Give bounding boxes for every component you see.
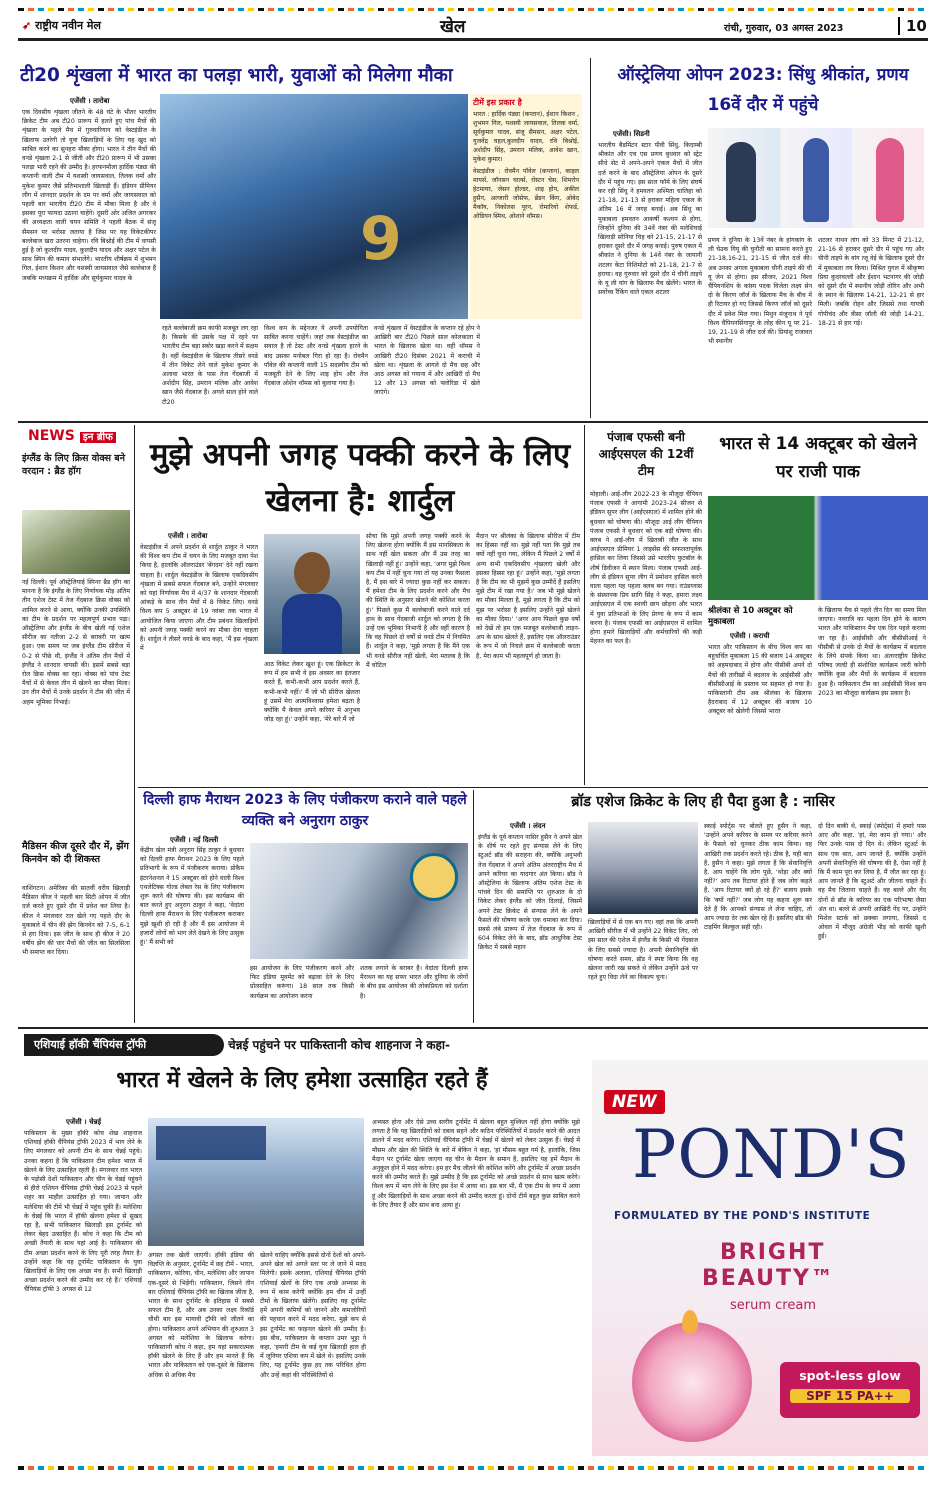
ad-drop-graphic bbox=[682, 1310, 698, 1334]
pak-body-col1: भारत और पाकिस्तान के बीच विश्व कप का बहुचर्चित मुकाबला 15 की बजाय 14 अक्टूबर को अहमदाबाद में होगा और पीसीबी अपने दो मैचों की तारीखों में बदलाव के आईसीसी और बीसीसीआई के प्रस्ताव पर सहमत हो गया है। पाकिस्तानी टीम अब श्रीलंका के खिलाफ हैदराबाद में 12 अक्टूबर की बजाय 10 अक्टूबर को खेलेगी जिससे भारत bbox=[708, 644, 812, 716]
brief-headline-keys: मैडिसन कीज दूसरे दौर में, झेंग किनवेन को दी शिकस्त bbox=[22, 841, 129, 865]
ad-brand-name: POND'S bbox=[632, 1116, 911, 1193]
byline-marathon: एजेंसी । नई दिल्ली bbox=[170, 836, 219, 844]
marathon-body-col1: केंद्रीय खेल मंत्री अनुराग सिंह ठाकुर ने बुधवार को दिल्ली हाफ मैराथन 2023 के लिए पहले प्रतिभागी के रूप में पंजीकरण कराया। प्रोकैम इंटरनेशनल ने 15 अक्टूबर को होने वाली विश्व एथलेटिक्स गोल्ड लेबल रेस के लिए पंजीकरण शुरू करने की घोषणा की। इस कार्यक्रम की बात करते हुए अनुराग ठाकुर ने कहा, 'वेदांता दिल्ली हाफ मैराथन के लिए पंजीकरण कराकर मुझे खुशी हो रही है और मैं इस आयोजन में हजारों लोगों को भाग लेते देखने के लिए उत्सुक हूं।' मैं सभी को bbox=[140, 847, 244, 947]
brief-body-keys: वाशिंगटन। अमेरिका की सातवीं वरीय खिलाड़ी मैडिसन कीज ने पहली बार सिटी ओपन में जीत दर्ज करते हुए दूसरे दौर में प्रवेश कर लिया है। कीज ने मंगलवार रात खेले गए पहले दौर के मुकाबले में चीन की झेंग किनवेन को 7-5, 6-1 से हरा दिया। इस जीत के साथ ही कीज ने 20 वर्षीय झेंग की चार मैचों की जीत का सिलसिला भी समाप्त कर दिया। bbox=[22, 885, 130, 957]
punjab-fc-body: मोहाली। आई-लीग 2022-23 के मौजूदा चैंपियन पंजाब एफसी ने आगामी 2023-24 सीजन से इंडियन सुपर लीग (आईएसएल) में शामिल होने की बुधवार को घोषणा की। मौजूदा आई लीग चैंपियन पंजाब एफसी ने बुधवार को एक बड़ी घोषणा की। क्लब ने आई-लीग में खिताबी जीत के साथ आईएसएल प्रीमियर 1 लाइसेंस की सफलतापूर्वक हासिल कर लिया जिससे उसे भारतीय फुटबॉल के शीर्ष डिवीजन में स्थान मिला। पंजाब एफसी आई-लीग से इंडियन सुपर लीग में प्रमोशन हासिल करने वाला पहला यह पहला क्लब बन गया। राउंडग्लास के संस्थापक प्रिय सागि सिंह ने कहा, हमारा लक्ष्य आईएसएल में एक स्थायी छाप छोड़ना और भारत में युवा प्रतिभाओं के लिए प्रेरणा के रूप में काम करना है। पंजाब एफसी का आईएसएल में शामिल होना हमारे खिलाड़ियों और कर्मचारियों की कड़ी मेहनत का फल है। bbox=[590, 491, 702, 646]
broad-body-col1: इंग्लैंड के पूर्व कप्तान नासिर हुसैन ने अपने खेल के शीर्ष पर रहते हुए संन्यास लेने के लिए स्टुअर्ट ब्रॉड की सराहना की, क्योंकि अनुभवी तेज गेंदबाज ने अपने अंतिम अंतरराष्ट्रीय मैच में अपने करियर का यादगार अंत किया। ब्रॉड ने ऑस्ट्रेलिया के खिलाफ अंतिम एशेज टेस्ट के पांचवे दिन की समाप्ति पर शुरुआत के दो विकेट लेकर इंग्लैंड को जीत दिलाई, जिसमें अपने टेस्ट क्रिकेट से संन्यास लेने के अपने फैसले की घोषणा करके एक धमाका कर दिया। सबसे लंबे प्रारूप में तेज गेंदबाज के रूप में 604 विकेट लेने के बाद, ब्रॉड आधुनिक टेस्ट क्रिकेट में सबसे महान bbox=[478, 834, 582, 952]
page-number: 10 bbox=[898, 17, 927, 35]
shardul-body-col2: आठ विकेट लेकर खुश हूं। एक क्रिकेटर के रूप में हम सभी ये इस अवसर का इंतजार करते हैं, कभी-कभी आप प्रदर्शन करते हैं, कभी-कभी नहीं।' मैं जो भी सीरीज खेलता हूं उसमें मेरा आत्मविश्वास हमेशा बढ़ता है क्योंकि मैं केवल अपने करियर में अनुभव जोड़ रहा हूं।' उन्होंने कहा, 'मेरे बारे मैं जो bbox=[264, 661, 360, 724]
photo-banner-logo bbox=[410, 853, 458, 901]
headline-australia-open: ऑस्ट्रेलिया ओपन 2023: सिंधु श्रीकांत, प्रणय 16वें दौर में पहुंचे bbox=[617, 65, 909, 115]
photo-india-batters bbox=[160, 94, 468, 319]
hockey-body-col1: पाकिस्तान के मुख्य हॉकी कोच शेख शाहनाज एशियाई हॉकी चैंपियंस ट्रॉफी 2023 में भाग लेने के लिए मंगलवार को अपनी टीम के साथ चेन्नई पहुंचे। उनका कहना है कि पाकिस्तान टीम हमेशा भारत में खेलने के लिए उत्साहित रहती है। मंगलवार रात भारत के पड़ोसी देशों पाकिस्तान और चीन के चेन्नई पहुंचने से हीरो एशियन चैंपियंस ट्रॉफी चेन्नई 2023 से पहले शहर का माहौल उत्साहित हो गया। जापान और मलेशिया की टीमें भी चेन्नई में पहुंच चुकी हैं। मलेशिया के चेन्नई कि भारत में हॉकी खेलना हमेशा से सुखद रहा है, सभी पाकिस्तान खिलाड़ी इस टूर्नामेंट को लेकर बेहद उत्साहित हैं। कोच ने कहा कि टीम को अच्छी तैयारी के साथ यहां आई है। पाकिस्तान की टीम अच्छा प्रदर्शन करने के लिए पूरी तरह तैयार है। उन्होंने कहा कि यह टूर्नामेंट पाकिस्तान के युवा खिलाड़ियों के लिए एक अच्छा मंच है। सभी खिलाड़ी अच्छा प्रदर्शन करने की उम्मीद कर रहे हैं।' एशियाई चैंपियंस ट्रॉफी 3 अगस्त से 12 bbox=[24, 1130, 142, 1294]
teams-india-list: भारत : हार्दिक पंड्या (कप्तान), ईशान किशन , शुभमन गिल, यशस्वी जायसवाल, तिलक वर्मा, सूर्यकुमार यादव, संजू सैमसन, अक्षर पटेल, युजवेंद्र चहल,कुलदीप यादव, रवि बिश्नोई, अर्शदीप सिंह, उमरान मलिक, आवेश खान, मुकेश कुमार। bbox=[473, 111, 579, 163]
masthead-rule bbox=[18, 38, 928, 41]
teams-sidebar bbox=[470, 94, 582, 319]
badminton-body-col3: शटलर नाथन तांग को 33 मिनट में 21-12, 21-16 से हराकर दूसरे दौर में पहुंच गए और चीनी ताइपे के वांग त्जू वेई के खिलाफ दूसरे दौर में मुकाबला तय किया। मिश्रित युगल में श्रीकृष्ण प्रिया कुदरवल्ली और ईशान भटनागर की जोड़ी को दूसरे दौर में स्थानीय जोड़ी तोरिन और अभी के स्थान के खिलाफ 14-21, 12-21 से हार मिली। जबकि रोहन और जिससे तथा गायत्री गोपीचंद और त्रीसा जॉली की जोड़ी 14-21, 18-21 से हार गई। bbox=[818, 237, 924, 327]
hockey-body-col3: खेलने चाहिए क्योंकि इससे दोनों देशों को अपने-अपने खेल को अगले स्तर पर ले जाने में मदद मिलेगी। इसके अलावा, एशियाई चैंपियंस ट्रॉफी एशियाई खेलों के लिए एक अच्छे अभ्यास के रूप में काम करेगी क्योंकि हम चीन में उन्हीं टीमों के खिलाफ खेलेंगे। इसलिए यह टूर्नामेंट हमें अपनी कमियों को जानने और कमजोरियों की पहचान करने में मदद करेगा, मुझे कप से इस टूर्नामेंट का फाइनल खेलने की उम्मीद है। इस बीच, पाकिस्तान के कप्तान उमर भुट्टा ने कहा, 'हमारी टीम के कई युवा खिलाड़ी हाल ही में जूनियर एशिया कप में खेले थे। इसलिए उनके लिए, यह टूर्नामेंट कुछ हद तक परिचित होगा और उन्हें कहां की परिस्थितियों से bbox=[260, 1252, 366, 1379]
section-rule-1 bbox=[18, 421, 928, 423]
ad-claim-spf: SPF 15 PA++ bbox=[790, 1389, 910, 1403]
kicker-coach-quote: चेन्नई पहुंचने पर पाकिस्तानी कोच शाहनाज ने कहा- bbox=[228, 1038, 451, 1052]
column-divider-3 bbox=[473, 790, 474, 1023]
player-figure-1 bbox=[726, 142, 756, 222]
headline-pak-oct14: भारत से 14 अक्टूबर को खेलने पर राजी पाक bbox=[719, 434, 917, 482]
brief-body-woakes: नई दिल्ली। पूर्व ऑस्ट्रेलियाई स्पिनर ब्रैड हॉग का मानना है कि इंग्लैंड के लिए निर्णायक मोड़ अंतिम तीन एशेज टेस्ट में तेज गेंदबाज क्रिस वोक्स को शामिल करने से आया, क्योंकि उनकी उपस्थिति का टीम के प्रदर्शन पर महत्वपूर्ण प्रभाव पड़ा। ऑस्ट्रेलिया और इंग्लैंड के बीच खेली गई एशेज सीरीज का नतीजा 2-2 से बराबरी पर खत्म हुआ। एक समय पर जब इंग्लैंड टीम सीरीज में 0-2 से पीछे थी, इंग्लैंड ने अंतिम तीन मैचों में इंग्लैंड ने शानदार वापसी की। इसमें सबसे बड़ा रोल क्रिस वोक्स का रहा। वोक्स को पांच टेस्ट मैचों में से केवल तीन में खेलने का मौका मिला। उन तीन मैचों में उनके प्रदर्शन ने टीम की जीत में अहम भूमिका निभाई। bbox=[22, 579, 130, 706]
broad-body-col2: खिलाड़ियों में से एक बन गए। वहां तक कि अपनी आखिरी सीरीज में भी उन्होंने 22 विकेट लिए, जो इस साल की एशेज में इंग्लैंड के किसी भी गेंदबाज के लिए सबसे ज्यादा है। अपनी सेवानिवृत्ति की घोषणा करते समय, ब्रॉड ने स्पष्ट किया कि वह खेलना जारी रख सकते थे लेकिन उन्होंने ऊंचे पर रहते हुए विदा लेने का विकल्प चुना। bbox=[588, 919, 698, 982]
headline-t20-series: टी20 शृंखला में भारत का पलड़ा भारी, युवाओं को मिलेगा मौका bbox=[20, 65, 453, 86]
photo-pakistan-hockey bbox=[148, 1118, 364, 1246]
t20-body-col4: वनडे शृंखला में वेस्टइंडीज के कप्तान रहे होप ने आखिरी बार टी20 पिछले साल कोलकाता में भारत के खिलाफ खेला था। वहीं थॉमस ने आखिरी टी20 दिसंबर 2021 में कराची में खेला था। शृंखला के आगले दो मैच छह और आठ अगस्त को गयाना में और आखिरी दो मैच 12 और 13 अगस्त को फ्लोरिडा में खेले जाएंगे। bbox=[374, 325, 480, 397]
ad-claim-banner bbox=[780, 1362, 920, 1418]
section-rule-3 bbox=[18, 1027, 928, 1029]
section-name: खेल bbox=[440, 17, 466, 37]
shardul-body-col4: मैदान पर श्रीलंका के खिलाफ सीरीज में टीम का हिस्सा नहीं था। मुझे नहीं पता कि मुझे तब क्यों नहीं चुना गया, लेकिन मैं पिछले 2 वर्षों में अन्य सभी एकदिवसीय शृंखलाएं खेली और इसका हिस्सा रहा हूं।' उन्होंने कहा, 'मुझे लगता है कि टीम का भी मुझमें कुछ उम्मीदें हैं इसलिए मुझे टीम में रखा गया है।' जब भी मुझे खेलने का मौका मिलता है, मुझे लगता है कि टीम को मुझ पर भरोसा है इसलिए उन्होंने मुझे खेलने का मौका दिया।' 'अगर आप पिछले कुछ वर्षों को देखें तो हम एक मजबूत बल्लेबाजी लाइन-अप के साथ खेलते हैं, इसलिए एक ऑलराउंडर के रूप में जो निचले क्रम में बल्लेबाजी करता है, मेरा काम भी महत्वपूर्ण हो जाता है। bbox=[476, 533, 580, 660]
column-divider-brief bbox=[134, 425, 135, 1023]
headline-delhi-marathon: दिल्ली हाफ मैराथन 2023 के लिए पंजीकरण कराने वाले पहले व्यक्ति बने अनुराग ठाकुर bbox=[143, 792, 467, 829]
photo-chris-woakes bbox=[22, 510, 130, 574]
column-divider bbox=[590, 58, 591, 418]
photo-shardul-thakur bbox=[264, 534, 360, 654]
shardul-body-col1: वेस्टइंडीज में अपने प्रदर्शन से शार्दुल ठाकुर ने भारत की विश्व कप टीम में चयन के लिए मजबूत दावा पेश किया है, हालांकि ऑलराउंडर 'बेंगदम' देने नहीं रखना चाहता है। शार्दुल वेस्टइंडीज के खिलाफ एकदिवसीय शृंखला में सबसे सफल गेंदबाज बने, उन्होंने मंगलवार को यहां निर्णायक मैच में 4/37 के शानदार गेंदबाजी आंकड़े के साथ तीन मैचों में 8 विकेट लिए। वनडे विश्व कप 5 अक्टूबर से 19 नवंबर तक भारत में आयोजित किया जाएगा और टीम प्रबंधन खिलाड़ियों को अपनी जगह पक्की करने का मौका देना चाहता है। शार्दुल ने तीसरे वनडे के बाद कहा, 'मैं इस शृंखला में bbox=[140, 544, 258, 653]
teams-wi-list: वेस्टइंडीज : रोवमैन पॉवेल (कप्तान), काइल मायर्स, जॉनसन चार्ल्स, रोस्टन चेस, शिमरोन हेटमायर, जेसन होल्डर, शाइ होप, अकील हुसैन, अल्जारी जोसेफ, ब्रेंडन किंग, ओबेद मैकॉय, निकोलस पूरन, रोमारियो शेफर्ड, ओडियन स्मिथ, ओशाने थॉमस। bbox=[473, 168, 579, 220]
photo-nasser-hussain bbox=[588, 822, 698, 914]
ad-ponds[interactable] bbox=[592, 1060, 928, 1456]
byline-badminton: एजेंसी। सिडनी bbox=[613, 130, 650, 138]
player-head bbox=[294, 552, 330, 594]
shardul-body-col3: सोचा कि मुझे अपनी जगह पक्की करने के लिए खेलना होगा क्योंकि मैं इस मानसिकता के साथ नहीं खेल सकता और मैं उस तरह का खिलाड़ी नहीं हूं।' उन्होंने कहा, 'अगर मुझे विश्व कप टीम में नहीं चुना गया तो यह उनका फैसला है, मैं इस बारे में ज्यादा कुछ नहीं कर सकता। मैं हमेशा टीम के लिए प्रदर्शन करने और मैच की स्थिति के अनुसार खेलने की कोशिश करता हूं।' पिछले कुछ मैं बल्लेबाजी करने वाले दर्द हाथ के साथ गेंदबाजी शार्दुल को लगता है कि उन्हें एक भूमिका निभानी है और वहीं कारण है कि वह पिछले दो वर्षों से वनडे टीम में नियमित हैं। शार्दुल ने कहा, 'मुझे लगता है कि मैंने एक भी वनडे सीरीज नहीं खेली, मेरा मतलब है कि मैं चोटिल bbox=[366, 533, 470, 669]
byline-broad: एजेंसी । लंदन bbox=[510, 822, 546, 830]
headline-hockey: भारत में खेलने के लिए हमेशा उत्साहित रहते हैं bbox=[116, 1068, 488, 1093]
ad-tagline: FORMULATED BY THE POND'S INSTITUTE bbox=[614, 1210, 871, 1222]
headline-punjab-fc: पंजाब एफसी बनी आईएसएल की 12वीं टीम bbox=[598, 430, 694, 478]
in-brief-label: इन ब्रीफ bbox=[80, 432, 116, 443]
headline-shardul: मुझे अपनी जगह पक्की करने के लिए खेलना है: शार्दुल bbox=[149, 437, 571, 519]
ad-product-line1: BRIGHT bbox=[720, 1240, 826, 1265]
hockey-body-col2: अगस्त तक खेली जाएगी। हॉकी इंडिया की विज्ञप्ति के अनुसार, टूर्नामेंट में छह टीमें - भारत, पाकिस्तान, कोरिया, चीन, मलेशिया और जापान एक-दूसरे से भिड़ेंगी। पाकिस्तान, जिसने तीन बार एशियाई चैंपियंस ट्रॉफी का खिताब जीता है, भारत के साथ टूर्नामेंट के इतिहास में सबसे सफल टीम है, और अब उनका लक्ष्य रिकॉर्ड चौथी बार इस मायावी ट्रॉफी को जीतने का होगा। पाकिस्तान अपने अभियान की शुरुआत 3 अगस्त को मलेशिया के खिलाफ करेगा। पाकिस्तानी कोच ने कहा, हम यहां सकारात्मक हॉकी खेलने के लिए हैं और हम मानते हैं कि भारत और पाकिस्तान को एक-दूसरे के खिलाफ अधिक से अधिक मैच bbox=[148, 1252, 254, 1379]
headline-broad-ashes: ब्रॉड एशेज क्रिकेट के लिए ही पैदा हुआ है : नासिर bbox=[571, 794, 835, 810]
news-label: NEWS bbox=[28, 428, 75, 444]
byline-shardul: एजेंसी । तारोबा bbox=[168, 532, 208, 540]
badminton-body-col2: प्रणय ने दुनिया के 13वें नंबर के हांगकांग के ली चेउक यियू की चुनौती का सामना करते हुए 21-18,16-21, 21-15 से जीत दर्ज की। अब उनका अगला मुकाबला चीनी ताइपे की ची यू जेन से होगा। इस सीजन, 2021 विश्व चैंपियनशिप के कांस्य पदक विजेता लक्ष्य सेन दो के किरण जॉर्ज के खिलाफ मैच के बीच में ही रिटायर हो गए जिससे किरण जॉर्ज को दूसरे दौर में प्रवेश मिल गया। मिथुन मंजूनाथ ने पूर्व विश्व चैंपियनसिंगापुर के लोह कीन यू पर 21-19, 21-19 से जीत दर्ज की। प्रियांशु राजावत भी स्थानीय bbox=[708, 237, 812, 346]
marathon-body-col2: इस आयोजन के लिए पंजीकरण करने और फिट इंडिया मूवमेंट को बढ़ावा देने के लिए प्रोत्साहित करूंगा। 18 साल तक किसी कार्यक्रम का आयोजन करना bbox=[250, 965, 354, 1000]
color-stripe-top bbox=[18, 8, 928, 11]
section-rule-2 bbox=[138, 787, 928, 788]
hockey-body-col4: अभ्यस्त होना और ऐसे उच्च स्तरीय टूर्नामेंट में खेलना बहुत मुश्किल नहीं होगा क्योंकि मुझे लगता है कि यह खिलाड़ियों को दबाव सहने और कठिन परिस्थितियों में प्रदर्शन करने की आदत डालने में मदद करेगा। एशियाई चैंपियंस ट्रॉफी में चेन्नई में खेलने को लेकर उत्सुक हैं। चेन्नई में मौसम और खेल की स्थिति के बारे में बेकिन ने कहा, 'हां मौसम बहुत गर्म है, हालांकि, जिस मैदान पर टूर्नामेंट खेला जाएगा वह चीन के मैदान के समान है, इसलिए यह हमें मैदान के अनुकूल होने में मदद करेगा। हम हर मैच जीतने की कोशिश करेंगे और टूर्नामेंट में अच्छा प्रदर्शन करने की उम्मीद करते हैं। मुझे उम्मीद है कि इस टूर्नामेंट को अच्छे प्रदर्शन से साथ खत्म करेंगे। विश्व कप में भाग लेने के लिए इस देश में आया था। इस बार भी, मैं एक टीम के रूप में आया हूं और खिलाड़ियों के साथ अच्छा करने की उम्मीद करता हूं। दोनों टीमें बहुत कुछ साबित करने के लिए तैयार हैं और साथ बना आया हूं। bbox=[372, 1119, 580, 1209]
ad-product-line2: BEAUTY™ bbox=[702, 1266, 835, 1291]
byline-pak: एजेंसी । कराची bbox=[730, 632, 770, 640]
t20-body-col1: एक दिवसीय शृंखला जीतने के 48 घंटे के भीतर भारतीय क्रिकेट टीम अब टी20 प्रारूप में हलते हुए पांच मैचों की शृंखला के पहले मैच में गुरुवारियान को वेस्टइंडीज के खिलाफ उतरेगी तो युवा खिलाड़ियों के लिए यह खुद को साबित करने का सुनहरा मौका होगा। भारत ने तीन मैचों की वनडे शृंखला 2-1 से जीती और टी20 प्रारूप में भी उसका पलड़ा भारी रहने की उम्मीद है। हरफनमौला हार्दिक पंड्या की कप्तानी वाली टीम में यशस्वी जायसवाल, तिलक वर्मा और मुकेश कुमार जैसे प्रतिभाशाली खिलाड़ी हैं। इंडियन प्रीमियर लीग में शानदार प्रदर्शन के दम पर वर्मा और जायसवाल को पहली बार भारतीय टी20 टीम में मौका मिला है और वे इसका पूरा फायदा उठाना चाहेंगे। दूसरी ओर अजित अगरकर की अध्यक्षता वाली चयन समिति ने पहली बैठक में संजू सैमसन पर भरोसा जताया है जिस पर यह विकेटकीपर बल्लेबाज खरा उतरना चाहेगा। रवि बिश्नोई की टीम में वापसी हुई है जो कुलदीप यादव, कुलदीप यादव और अक्षर पटेल के साथ स्पिन की कमान संभालेंगे। भारतीय शीर्षक्रम में शुभमन गिल, ईशान किशन और यशस्वी जायसवाल जैसे बल्लेबाज हैं जबकि मध्यक्रम में हार्दिक और सूर्यकुमार यादव के bbox=[22, 109, 156, 282]
ad-product-line3: serum cream bbox=[730, 1298, 816, 1313]
player-body bbox=[282, 594, 342, 654]
photo-badminton-players bbox=[708, 128, 924, 228]
ad-flower-graphic bbox=[632, 1322, 752, 1442]
brand-logo: ➶ राष्ट्रीय नवीन मेल bbox=[22, 19, 101, 32]
kicker-hockey-trophy: एशियाई हॉकी चैंपियंस ट्रॉफी bbox=[24, 1034, 224, 1056]
subhead-sri-lanka-match: श्रीलंका से 10 अक्टूबर को मुकाबला bbox=[708, 606, 793, 627]
ad-claim-spotless: spot-less glow bbox=[799, 1368, 901, 1383]
player-figure-3 bbox=[876, 138, 904, 222]
player-figure-2 bbox=[803, 138, 829, 222]
news-in-brief-label bbox=[28, 425, 116, 444]
ad-new-badge: NEW bbox=[604, 1090, 665, 1114]
broad-body-col3: स्काई स्पोर्ट्स पर बोलते हुए हुसैन ने कहा, 'उन्होंने अपने करियर के समय पर करियर करने के फैसले को चुनकर ठीक काम किया। वह आखिरी तक प्रदर्शन करते रहे। ठीक है, यही बात है, हुसैन ने कहा। मुझे लगता है कि सेवानिवृत्ति है, आप चाहेंगे कि लोग पूछें, 'थोड़ा और क्यों नहीं?' आप तब रिटायर होते हैं जब लोग कहते हैं, 'आप रिटायर क्यों हो रहे हैं?' बजाय इसके कि 'क्यों नहीं?' जब लोग यह कहना शुरू कर देते हैं कि आपको संन्यास ले लेना चाहिए, तो आप ज्यादा देर तक खेल रहे हैं। इसलिए ब्रॉड की टाइमिंग बिल्कुल सही रही। bbox=[704, 823, 812, 932]
brief-headline-woakes: इंग्लैंड के लिए क्रिस वोक्स बने वरदान : ब्रैड हॉग bbox=[22, 453, 126, 477]
jersey-number: 9 bbox=[360, 204, 402, 274]
column-divider-2 bbox=[584, 425, 585, 785]
marathon-body-col3: शतक लगाने के बराबर है। वेदांता दिल्ली हाफ मैराथन का यह सफर भारत और दुनिया के लोगों के बीच इस आयोजन की लोकप्रियता को दर्शाता है। bbox=[360, 965, 468, 1000]
teams-sidebar-title: टीमें इस प्रकार है bbox=[473, 98, 522, 107]
bird-icon: ➶ bbox=[22, 19, 32, 32]
t20-body-col3: विश्व कप के मद्देनजर ये अपनी उपयोगिता साबित करना चाहेंगे। जहां तक वेस्टइंडीज का सवाल है तो टेस्ट और वनडे शृंखला हारने के बाद उसका मनोबल गिरा हो रहा है। रोवमैन पॉवेल की कप्तानी वाली 15 सदस्यीय टीम को मजबूती देने के लिए शाइ होप और तेज गेंदबाज ओशेन थॉमस को बुलाया गया है। bbox=[264, 325, 368, 388]
badminton-body-col1: भारतीय बैडमिंटन स्टार पीवी सिंधु, किदाम्बी श्रीकांत और एच एस प्रणय बुधवार को स्ट्रेट सीधे सेट में अपने-अपने एकल मैचों में जीत दर्ज करने के बाद ऑस्ट्रेलिया ओपन के दूसरे दौर में पहुंच गए। इस साल फॉर्म के लिए संघर्ष कर रही सिंधु ने हमवतन अश्मिता चालिहा को 21-18, 21-13 से हराकर महिला एकल के अंतिम 16 में जगह बनाई। अब सिंधु का मुकाबला हमवतन आकर्षी कश्यप से होगा, जिन्होंने दुनिया की 34वें नंबर की मलेशियाई खिलाड़ी सोनिया चिह को 21-15, 21-17 से हराकर दूसरे दौर में जगह बनाई। पुरुष एकल में श्रीकांत ने दुनिया के 14वें नंबर के जापानी शटलर केंटा निशिमोटो को 21-18, 21-7 से हराया। वह गुरुवार को दूसरे दौर में चीनी ताइपे के यू ली यांग के खिलाफ मैच खेलेंगे। भारत के सर्वोच्च रैंकिंग वाले एकल शटलर bbox=[598, 142, 702, 297]
color-stripe-bottom bbox=[18, 1466, 928, 1470]
photo-babar-rohit bbox=[708, 496, 928, 600]
t20-body-col2: रहते बल्लेबाजी क्रम काफी मजबूत लग रहा है। किसके की उसके पक्ष में रहने पर भारतीय टीम बड़ा स्कोर खड़ा करने में सक्षम है। वहीं वेस्टइंडीज के खिलाफ तीसरे वनडे में तीन विकेट लेने वाले मुकेश कुमार के अलावा भारत के पास तेज गेंदबाजी में अर्शदीप सिंह, उमरान मलिक और आवेश खान जैसे गेंदबाज हैं। अगले साल होने वाले टी20 bbox=[162, 325, 258, 406]
photo-trophy-banner bbox=[156, 1126, 266, 1160]
issue-date: रांची, गुरुवार, 03 अगस्त 2023 bbox=[724, 23, 844, 34]
pak-body-col2: के खिलाफ मैच से पहले तीन दिन का समय मिल जाएगा। नवरात्रि का पहला दिन होने के कारण भारत और पाकिस्तान मैच एक दिन पहले कराया जा रहा है। आईसीसी और बीसीसीआई ने पीसीबी से उनके दो मैचों के कार्यक्रम में बदलाव के लिये संपर्क किया था। अंतरराष्ट्रीय क्रिकेट परिषद जल्दी ही संशोधित कार्यक्रम जारी करेगी क्योंकि कुछ और मैचों के कार्यक्रम में बदलाव हुआ है। पाकिस्तान टीम का आईसीसी विश्व कप 2023 का मौजूदा कार्यक्रम इस प्रकार है। bbox=[818, 607, 926, 697]
photo-anurag-thakur bbox=[250, 843, 468, 959]
broad-body-col4: दो दिन बाकी थे, स्काई (स्पोर्ट्स) में हमारे पास आए और कहा, 'हां, मेरा काम हो गया।' और फिर उनके पास दो दिन थे। लेकिन स्टुअर्ट के साथ एक बात, आप जानते हैं, क्योंकि उन्होंने अपनी सेवानिवृत्ति की घोषणा की है, ऐसा नहीं है कि मैं काम पूरा कर लिया है, मैं जीत कर रहा हूं। आप जानते हैं कि स्टुअर्ट और जीतना चाहते हैं। वह मैच जिताना चाहते हैं। वह बल्ले और गेंद दोनों से ब्रॉड के करियर का एक परिभाषा जैसा अंत था। बल्ले से अपनी आखिरी गेंद पर, उन्होंने मिशेल स्टार्क को छक्का लगाया, जिससे द ओवल में मौजूद अंग्रेजी भीड़ को काफी खुशी हुई। bbox=[818, 823, 926, 941]
byline-t20: एजेंसी । तारोबा bbox=[70, 97, 110, 105]
byline-hockey: एजेंसी । चेन्नई bbox=[66, 1118, 102, 1126]
